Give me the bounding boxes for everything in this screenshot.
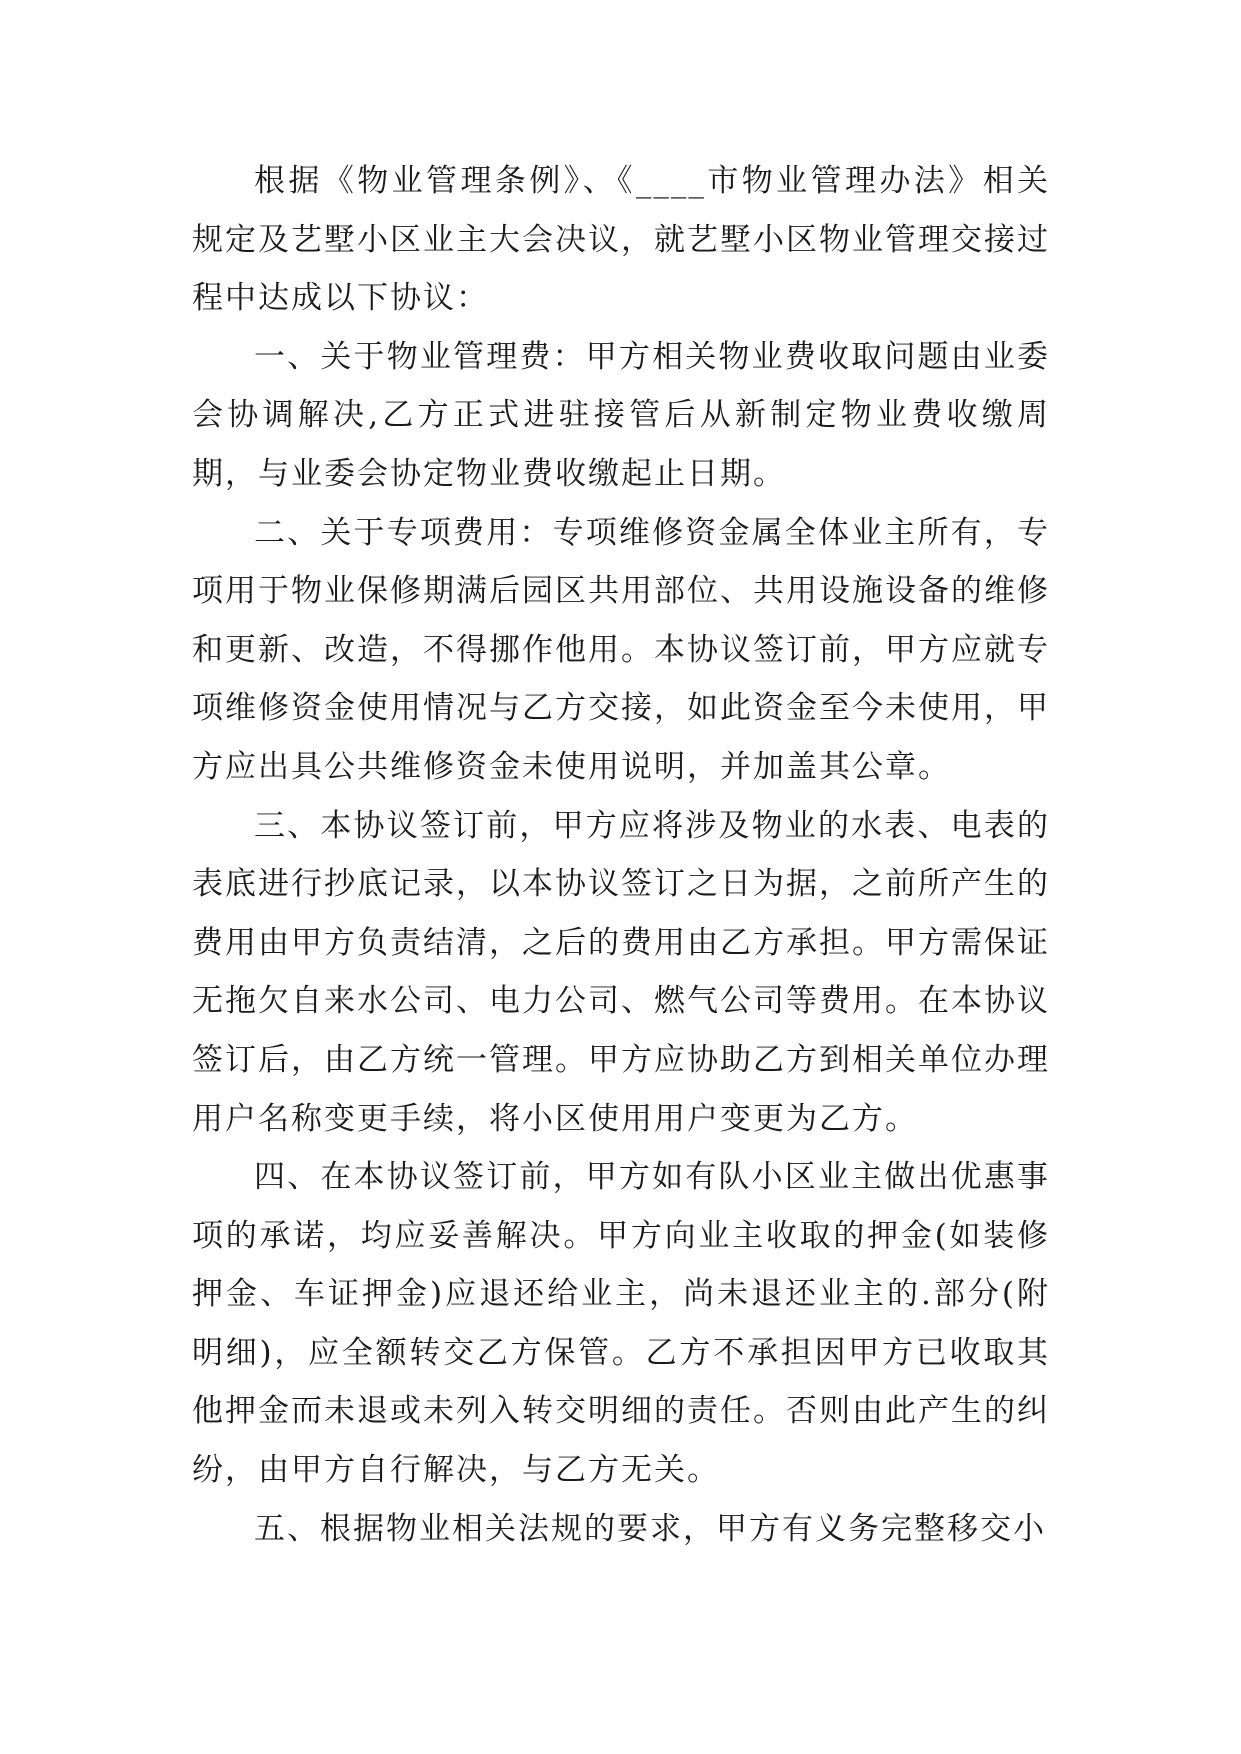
clause-5-handover: 五、根据物业相关法规的要求，甲方有义务完整移交小 (254, 1510, 1046, 1547)
clause-2-special-fees: 二、关于专项费用：专项维修资金属全体业主所有，专项用于物业保修期满后园区共用部位、共用设施设备的维修和更新、改造，不得挪作他用。本协议签订前，甲方应就专项维修资金使用情况与乙方交接，如此资金至今未使用，甲方应出具公共维修资金未使用说明，并加盖其公章。 (192, 514, 1050, 785)
document-body (192, 152, 1050, 1558)
intro-paragraph: 根据《物业管理条例》、《____市物业管理办法》相关规定及艺墅小区业主大会决议，就艺墅小区物业管理交接过程中达成以下协议： (192, 163, 1050, 317)
clause-1-management-fee: 一、关于物业管理费：甲方相关物业费收取问题由业委会协调解决,乙方正式进驻接管后从新制定物业费收缴周期，与业委会协定物业费收缴起止日期。 (192, 338, 1050, 492)
clause-4-deposits: 四、在本协议签订前，甲方如有队小区业主做出优惠事项的承诺，均应妥善解决。甲方向业主收取的押金(如装修押金、车证押金)应退还给业主，尚未退还业主的.部分(附明细)，应全额转交乙方保管。乙方不承担因甲方已收取其他押金而未退或未列入转交明细的责任。否则由此产生的纠纷，由甲方自行解决，与乙方无关。 (192, 1159, 1050, 1489)
clause-3-utility-meters: 三、本协议签订前，甲方应将涉及物业的水表、电表的表底进行抄底记录，以本协议签订之日为据，之前所产生的费用由甲方负责结清，之后的费用由乙方承担。甲方需保证无拖欠自来水公司、电力公司、燃气公司等费用。在本协议签订后，由乙方统一管理。甲方应协助乙方到相关单位办理用户名称变更手续，将小区使用用户变更为乙方。 (192, 807, 1050, 1137)
